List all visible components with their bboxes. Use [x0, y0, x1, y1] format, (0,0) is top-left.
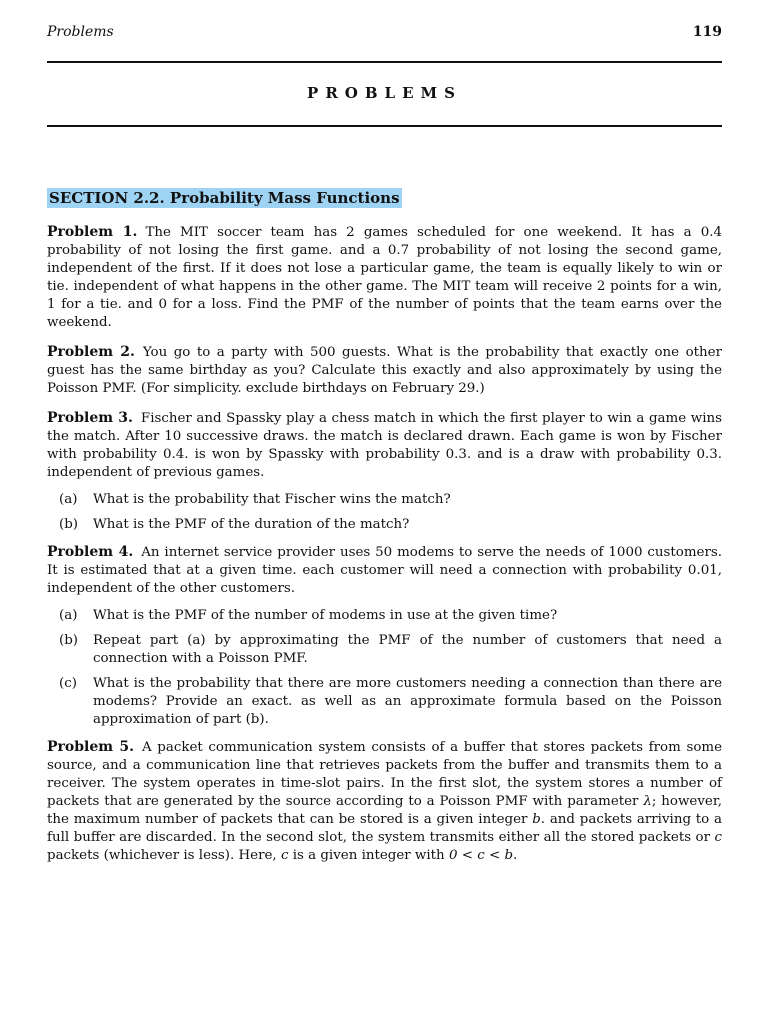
problem-text: is a given integer with — [288, 848, 449, 863]
problem-text: The MIT soccer team has 2 games scheduled for one weekend. It has a 0.4 probability of not losing the first game. and a 0.7 probability of not losing the second game, independent of the first. If it does not lose a particular game, the team is equally likely to win or tie. independent of what happens in the other game. The MIT team will receive 2 points for a win, 1 for a tie. and 0 for a loss. Find the PMF of the number of points that the team earns over the weekend. — [47, 225, 723, 330]
problem-text: You go to a party with 500 guests. What is the probability that exactly one other guest has the same birthday as you? Calculate this exactly and also approximately by using the Poisson PMF. (For simplicity. exclude birthdays on February 29.) — [47, 345, 723, 396]
part-marker: (c) — [59, 676, 77, 691]
problems-content — [47, 223, 722, 876]
part-marker: (b) — [59, 633, 79, 648]
problem-part — [47, 516, 722, 534]
part-text: What is the probability that Fischer wins the match? — [93, 492, 451, 507]
problem-2 — [47, 343, 722, 398]
variable-c: c — [714, 830, 722, 845]
page-number: 119 — [692, 24, 722, 40]
running-head — [47, 24, 722, 44]
problem-4 — [47, 543, 722, 598]
part-text: What is the PMF of the number of modems in use at the given time? — [93, 608, 558, 623]
part-text: Repeat part (a) by approximating the PMF of the number of customers that need a connection with a Poisson PMF. — [93, 633, 722, 666]
problem-part — [47, 675, 722, 729]
part-marker: (a) — [59, 608, 78, 623]
problem-text: . and packets arriving to a full buffer are discarded. In the second slot, the system transmits either all the stored packets or — [47, 812, 722, 845]
bottom-rule — [47, 125, 722, 127]
problem-text: packets (whichever is less). Here, — [47, 848, 281, 863]
problem-1 — [47, 223, 722, 332]
problem-5 — [47, 738, 722, 865]
problem-label: Problem 3. — [47, 410, 133, 426]
section-heading-text: SECTION 2.2. Probability Mass Functions — [49, 189, 400, 207]
problem-3-parts — [47, 491, 722, 534]
section-heading[interactable] — [47, 187, 402, 209]
lambda-symbol: λ — [643, 794, 652, 809]
problem-text: A packet communication system consists of a buffer that stores packets from some source, and a communication line that retrieves packets from the buffer and transmits them to a receiver. The system operates in time-slot pairs. In the first slot, the system stores a number of packets that are generated by the source according to a Poisson PMF with parameter — [47, 740, 722, 809]
problem-text: Fischer and Spassky play a chess match in which the first player to win a game wins the match. After 10 successive draws. the match is declared drawn. Each game is won by Fischer with probability 0.4. is won by Spassky with probability 0.3. and is a draw with probability 0.3. independent of previous games. — [47, 411, 722, 480]
part-marker: (b) — [59, 517, 79, 532]
problem-text: . — [513, 848, 518, 863]
running-head-title: Problems — [47, 24, 114, 40]
problem-label: Problem 4. — [47, 544, 134, 560]
problem-part — [47, 491, 722, 509]
variable-b: b — [532, 812, 541, 827]
variable-c: c — [280, 848, 289, 863]
problem-label: Problem 2. — [47, 344, 135, 360]
part-marker: (a) — [59, 492, 78, 507]
problem-text: An internet service provider uses 50 modems to serve the needs of 1000 customers. It is estimated that at a given time. each customer will need a connection with probability 0.01, independent of the other customers. — [47, 545, 722, 596]
inequality: 0 < c < b — [448, 848, 514, 863]
problem-part — [47, 632, 722, 668]
problem-label: Problem 5. — [47, 739, 134, 755]
chapter-title: PROBLEMS — [307, 84, 462, 102]
problem-4-parts — [47, 607, 722, 729]
problem-text: ; however, the maximum number of packets that can be stored is a given integer — [47, 794, 723, 827]
part-text: What is the PMF of the duration of the match? — [93, 517, 410, 532]
problem-part — [47, 607, 722, 625]
top-rule — [47, 61, 722, 63]
problem-3 — [47, 409, 722, 482]
part-text: What is the probability that there are more customers needing a connection than there are modems? Provide an exact. as well as an approximate formula based on the Poisson approximation of part (b). — [93, 676, 722, 727]
problem-label: Problem 1. — [47, 224, 138, 240]
